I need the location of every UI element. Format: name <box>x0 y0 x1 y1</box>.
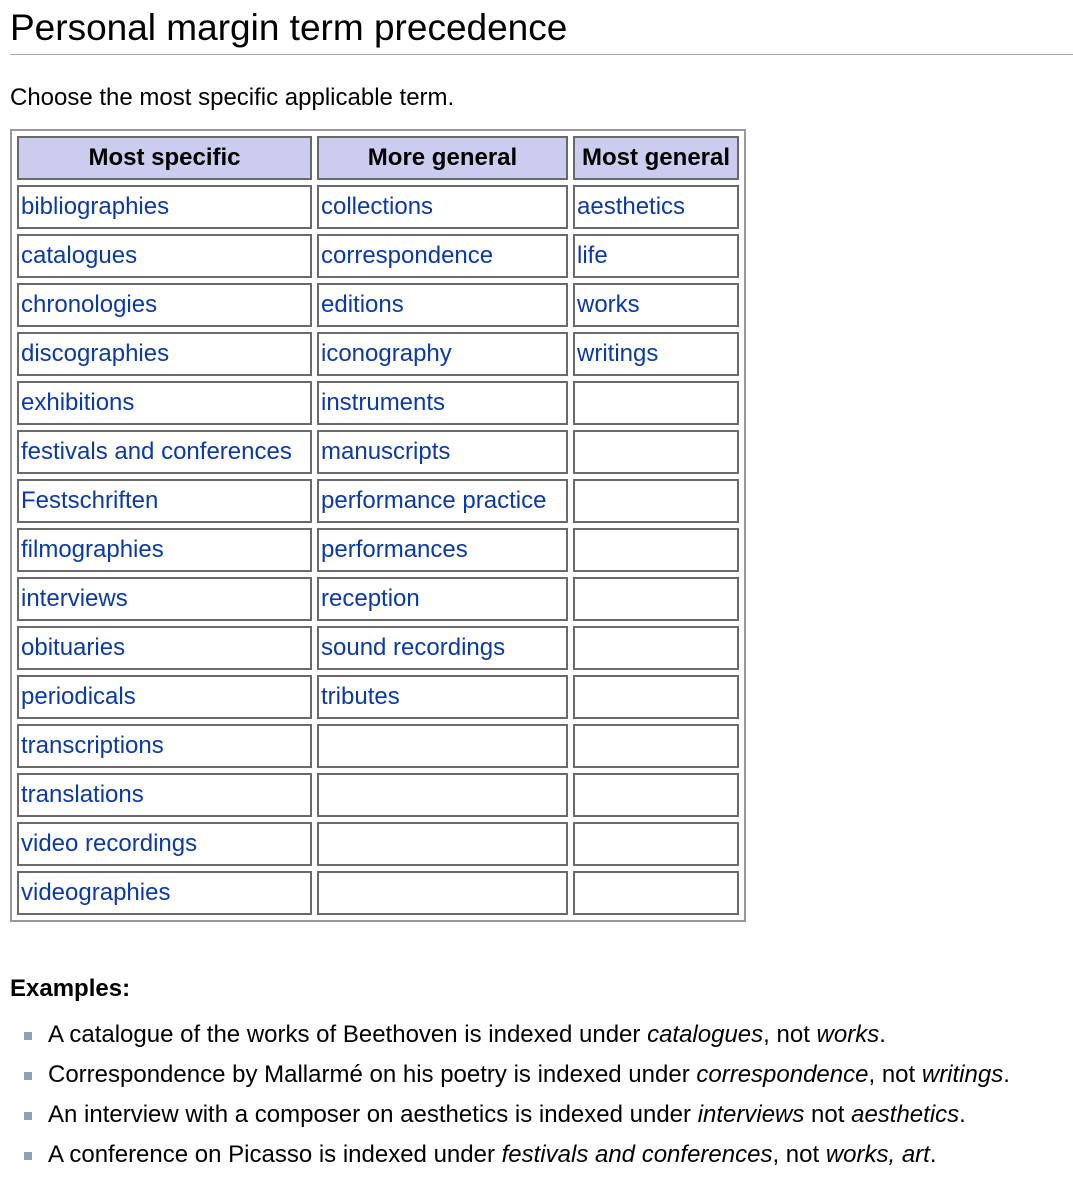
cell-most-specific <box>17 724 312 768</box>
term-link[interactable]: exhibitions <box>21 389 135 416</box>
table-row <box>17 332 739 376</box>
cell-more-general <box>317 675 568 719</box>
table-row <box>17 283 739 327</box>
term-link[interactable]: translations <box>21 781 144 808</box>
term-link[interactable]: iconography <box>321 340 452 367</box>
example-text: Correspondence by Mallarmé on his poetry is indexed under <box>48 1061 697 1088</box>
cell-most-general <box>573 577 739 621</box>
cell-most-specific <box>17 773 312 817</box>
table-row <box>17 234 739 278</box>
example-term: writings <box>921 1061 1004 1088</box>
bullet-icon <box>24 1032 32 1040</box>
table-row <box>17 381 739 425</box>
cell-most-specific <box>17 528 312 572</box>
bullet-icon <box>24 1072 32 1080</box>
examples-heading: Examples: <box>10 975 131 1002</box>
list-item <box>24 1020 1073 1050</box>
cell-most-specific <box>17 185 312 229</box>
example-term: aesthetics <box>851 1101 960 1128</box>
cell-more-general <box>317 626 568 670</box>
term-link[interactable]: obituaries <box>21 634 126 661</box>
example-text: , not <box>868 1061 922 1088</box>
example-text: not <box>804 1101 852 1128</box>
cell-most-general <box>573 675 739 719</box>
cell-more-general <box>317 332 568 376</box>
example-text: . <box>879 1021 886 1048</box>
cell-more-general <box>317 773 568 817</box>
intro-text: Choose the most specific applicable term. <box>10 84 455 111</box>
table-row <box>17 822 739 866</box>
page-content <box>10 0 1073 1180</box>
cell-most-general <box>573 626 739 670</box>
term-precedence-table <box>10 129 746 922</box>
table-row <box>17 528 739 572</box>
term-link[interactable]: performance practice <box>321 487 547 514</box>
term-link[interactable]: videographies <box>21 879 171 906</box>
table-row <box>17 724 739 768</box>
header-most-general: Most general <box>573 136 739 180</box>
term-link[interactable]: discographies <box>21 340 170 367</box>
example-term: catalogues <box>647 1021 764 1048</box>
term-link[interactable]: interviews <box>21 585 128 612</box>
table-row <box>17 626 739 670</box>
table-row <box>17 430 739 474</box>
cell-most-specific <box>17 577 312 621</box>
cell-more-general <box>317 724 568 768</box>
term-link[interactable]: aesthetics <box>577 193 686 220</box>
example-text: , not <box>772 1141 826 1168</box>
example-term: interviews <box>697 1101 805 1128</box>
table-row <box>17 577 739 621</box>
cell-more-general <box>317 234 568 278</box>
bullet-icon <box>24 1112 32 1120</box>
cell-more-general <box>317 185 568 229</box>
table-header-row <box>17 136 739 180</box>
cell-most-general <box>573 822 739 866</box>
example-text: A conference on Picasso is indexed under <box>48 1141 502 1168</box>
term-link[interactable]: Festschriften <box>21 487 159 514</box>
example-text: . <box>1003 1061 1010 1088</box>
term-link[interactable]: editions <box>321 291 404 318</box>
cell-most-general <box>573 724 739 768</box>
example-text: . <box>959 1101 966 1128</box>
table-body <box>17 185 739 915</box>
table-row <box>17 479 739 523</box>
example-term: works <box>816 1021 880 1048</box>
cell-more-general <box>317 381 568 425</box>
cell-most-specific <box>17 332 312 376</box>
term-link[interactable]: transcriptions <box>21 732 164 759</box>
term-link[interactable]: festivals and conferences <box>21 438 292 465</box>
cell-most-general <box>573 479 739 523</box>
example-term: works, art <box>825 1141 930 1168</box>
cell-most-specific <box>17 283 312 327</box>
table-row <box>17 185 739 229</box>
list-item <box>24 1060 1073 1090</box>
cell-more-general <box>317 577 568 621</box>
cell-most-specific <box>17 871 312 915</box>
term-link[interactable]: collections <box>321 193 434 220</box>
term-link[interactable]: correspondence <box>321 242 494 269</box>
example-text: A catalogue of the works of Beethoven is indexed under <box>48 1021 648 1048</box>
list-item <box>24 1100 1073 1130</box>
cell-most-general <box>573 332 739 376</box>
term-link[interactable]: periodicals <box>21 683 136 710</box>
cell-most-specific <box>17 234 312 278</box>
term-link[interactable]: sound recordings <box>321 634 506 661</box>
term-link[interactable]: manuscripts <box>321 438 451 465</box>
cell-more-general <box>317 430 568 474</box>
example-term: correspondence <box>696 1061 869 1088</box>
term-link[interactable]: performances <box>321 536 468 563</box>
term-link[interactable]: catalogues <box>21 242 138 269</box>
cell-most-general <box>573 381 739 425</box>
term-link[interactable]: chronologies <box>21 291 158 318</box>
term-link[interactable]: works <box>577 291 640 318</box>
header-most-specific: Most specific <box>17 136 312 180</box>
term-link[interactable]: bibliographies <box>21 193 170 220</box>
term-link[interactable]: instruments <box>321 389 446 416</box>
cell-most-specific <box>17 822 312 866</box>
example-text: An interview with a composer on aesthetics is indexed under <box>48 1101 698 1128</box>
header-more-general: More general <box>317 136 568 180</box>
term-link[interactable]: writings <box>577 340 659 367</box>
cell-more-general <box>317 871 568 915</box>
example-term: festivals and conferences <box>501 1141 773 1168</box>
term-link[interactable]: video recordings <box>21 830 198 857</box>
cell-most-general <box>573 283 739 327</box>
page-title: Personal margin term precedence <box>10 6 1073 55</box>
bullet-icon <box>24 1152 32 1160</box>
cell-most-specific <box>17 675 312 719</box>
cell-most-general <box>573 773 739 817</box>
cell-more-general <box>317 479 568 523</box>
term-link[interactable]: life <box>577 242 608 269</box>
cell-most-general <box>573 234 739 278</box>
cell-most-general <box>573 185 739 229</box>
cell-most-general <box>573 871 739 915</box>
term-link[interactable]: tributes <box>321 683 400 710</box>
example-text: , not <box>763 1021 817 1048</box>
cell-more-general <box>317 822 568 866</box>
cell-most-specific <box>17 479 312 523</box>
term-link[interactable]: filmographies <box>21 536 164 563</box>
table-row <box>17 675 739 719</box>
cell-most-specific <box>17 430 312 474</box>
examples-list <box>10 1020 1073 1170</box>
cell-most-general <box>573 528 739 572</box>
cell-most-general <box>573 430 739 474</box>
cell-more-general <box>317 283 568 327</box>
example-text: . <box>929 1141 937 1168</box>
table-row <box>17 871 739 915</box>
cell-most-specific <box>17 381 312 425</box>
cell-more-general <box>317 528 568 572</box>
term-link[interactable]: reception <box>321 585 420 612</box>
table-row <box>17 773 739 817</box>
cell-most-specific <box>17 626 312 670</box>
list-item <box>24 1140 1073 1170</box>
